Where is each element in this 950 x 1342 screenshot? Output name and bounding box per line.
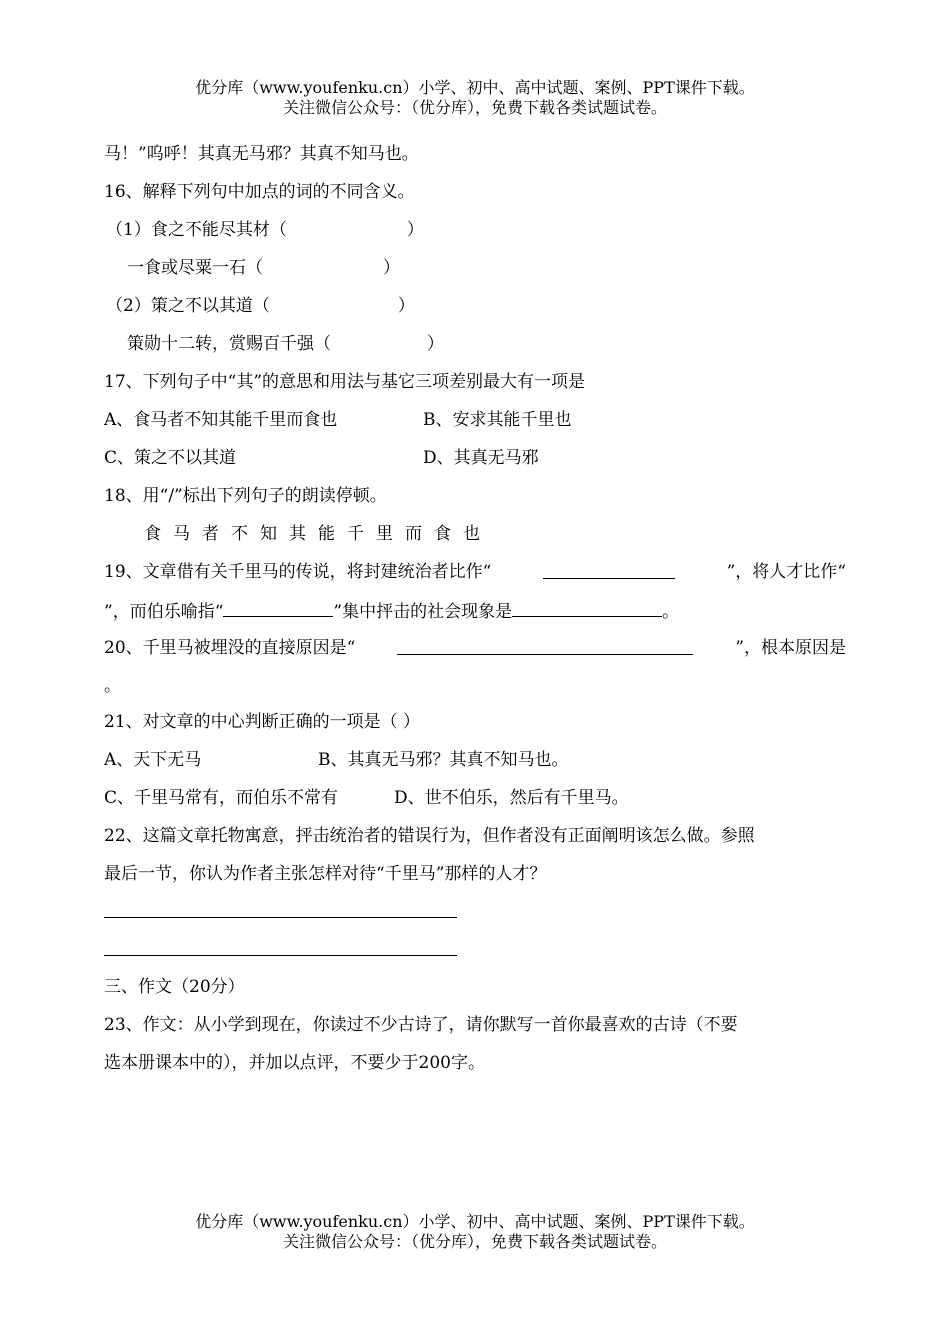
q21-option-c: C、千里马常有，而伯乐不常有 (104, 788, 339, 808)
header-line-1: 优分库（www.youfenku.cn）小学、初中、高中试题、案例、PPT课件下载。 (195, 78, 755, 97)
q17-option-a: A、食马者不知其能千里而食也 (104, 410, 338, 430)
q16-item-2b-close: ） (427, 334, 444, 354)
q16-item-1b-text: 一食或尽粟一石（ (127, 258, 263, 278)
q22-line-2: 最后一节，你认为作者主张怎样对待“千里马”那样的人才？ (104, 864, 547, 884)
q18-sentence: 食马者不知其能千里而食也 (144, 524, 492, 544)
q21-option-b: B、其真无马邪？其真不知马也。 (318, 750, 569, 770)
q16-item-2b-text: 策勋十二转，赏赐百千强（ (127, 334, 331, 354)
q22-answer-line-2 (104, 955, 457, 956)
q20-text-2: ”，根本原因是 (735, 638, 846, 658)
q23-line-1: 23、作文：从小学到现在，你读过不少古诗了，请你默写一首你最喜欢的古诗（不要 (104, 1015, 738, 1035)
q20-text-1: 20、千里马被埋没的直接原因是“ (104, 638, 356, 658)
q16-item-1a (106, 218, 424, 242)
q20-blank (397, 636, 693, 655)
q20-line-2: 。 (104, 676, 121, 696)
q17-option-d: D、其真无马邪 (423, 448, 539, 468)
intro-line: 马！”呜呼！其真无马邪？其真不知马也。 (104, 144, 419, 164)
footer-line-2: 关注微信公众号：（优分库），免费下载各类试题试卷。 (282, 1232, 667, 1251)
q16-item-2a-text: （2）策之不以其道（ (106, 296, 270, 316)
section-3-heading: 三、作文（20分） (104, 977, 245, 997)
q21-option-a: A、天下无马 (104, 750, 202, 770)
q16-item-2b (127, 332, 444, 356)
page-header (0, 78, 950, 118)
q18-title: 18、用“/”标出下列句子的朗读停顿。 (104, 486, 387, 506)
page-footer (0, 1212, 950, 1252)
footer-line-1: 优分库（www.youfenku.cn）小学、初中、高中试题、案例、PPT课件下载。 (195, 1212, 755, 1231)
q16-title: 16、解释下列句中加点的词的不同含义。 (104, 182, 415, 202)
q21-title: 21、对文章的中心判断正确的一项是（ ） (104, 712, 421, 732)
q17-option-b: B、安求其能千里也 (423, 410, 572, 430)
q17-title: 17、下列句子中“其”的意思和用法与基它三项差别最大有一项是 (104, 372, 586, 392)
q20-line-1 (104, 636, 846, 660)
q19-text-2: ”，将人才比作“ (726, 562, 846, 582)
q22-answer-line-1 (104, 917, 457, 918)
q19-blank-3 (512, 598, 662, 617)
q16-item-1b-close: ） (383, 258, 400, 278)
q17-option-c: C、策之不以其道 (104, 448, 237, 468)
q19-text-5: 。 (662, 602, 680, 622)
q19-line-1 (104, 560, 846, 584)
q16-item-1a-text: （1）食之不能尽其材（ (106, 220, 287, 240)
q22-line-1: 22、这篇文章托物寓意，抨击统治者的错误行为，但作者没有正面阐明该怎么做。参照 (104, 826, 755, 846)
q16-item-1b (127, 256, 400, 280)
q19-text-4: ”集中抨击的社会现象是 (333, 602, 513, 622)
q16-item-2a-close: ） (397, 296, 415, 316)
q16-item-1a-close: ） (406, 220, 424, 240)
q23-line-2: 选本册课本中的），并加以点评，不要少于200字。 (104, 1053, 485, 1073)
q19-text-1: 19、文章借有关千里马的传说，将封建统治者比作“ (104, 562, 492, 582)
q19-text-3: ”，而伯乐喻指“ (104, 602, 224, 622)
header-line-2: 关注微信公众号：（优分库），免费下载各类试题试卷。 (282, 98, 667, 117)
q19-blank-1 (543, 560, 675, 579)
q19-blank-2 (223, 598, 333, 617)
q16-item-2a (106, 294, 415, 318)
q19-line-2 (104, 598, 679, 624)
q21-option-d: D、世不伯乐，然后有千里马。 (394, 788, 629, 808)
